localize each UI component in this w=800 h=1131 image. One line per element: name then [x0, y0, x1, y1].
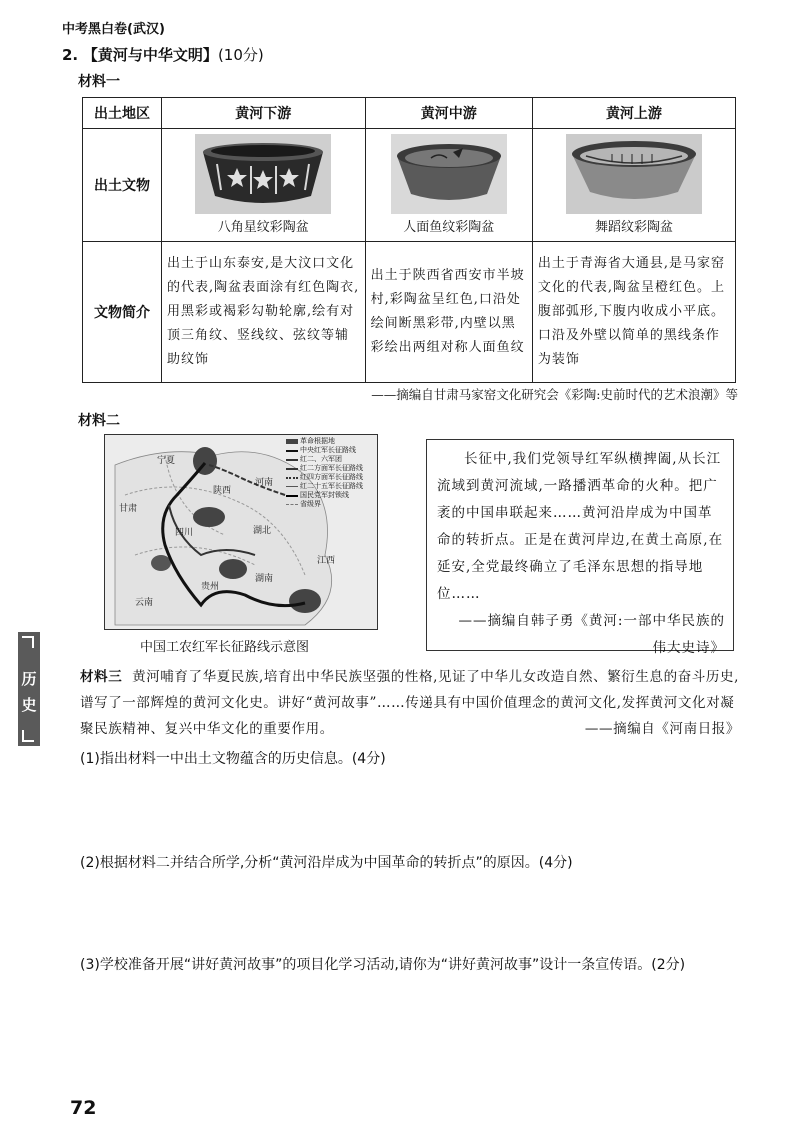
legend-swatch [286, 468, 298, 470]
legend-label: 红四方面军长征路线 [300, 473, 363, 481]
legend-label: 国民党军封锁线 [300, 491, 349, 499]
table-header: 黄河中游 [365, 98, 532, 129]
legend-item [286, 482, 363, 491]
table-row [83, 129, 736, 242]
quote-source: ——摘编自韩子勇《黄河:一部中华民族的 [458, 613, 725, 629]
map-label: 云南 [135, 598, 154, 608]
legend-item [286, 455, 363, 464]
human-face-fish-bowl-image [391, 134, 507, 214]
artifact-name: 八角星纹彩陶盆 [217, 220, 309, 235]
material3-source: ——摘编自《河南日报》 [584, 721, 740, 737]
artifact-cell [532, 129, 735, 242]
page-number: 72 [70, 1097, 97, 1119]
bracket-decoration [22, 730, 34, 742]
quote-text: 长征中,我们党领导红军纵横捭阖,从长江流域到黄河流域,一路播洒革命的火种。把广袤的中国串联起来……黄河沿岸成为中国革命的转折点。正是在黄河岸边,在黄土高原,在延安,全党最终确立了毛泽东思想的指导地位…… [437, 451, 724, 602]
legend-swatch [286, 477, 298, 479]
map-caption: 中国工农红军长征路线示意图 [140, 640, 310, 655]
material3-block [80, 664, 740, 742]
question-number: 2. [62, 46, 79, 64]
map-legend [286, 437, 363, 509]
legend-swatch [286, 439, 298, 444]
question-title [62, 44, 264, 65]
legend-item [286, 446, 363, 455]
legend-label: 中央红军长征路线 [300, 446, 356, 454]
table-header: 出土地区 [83, 98, 162, 129]
material3-label: 材料三 [80, 669, 123, 685]
quote-source-cont: 伟大史诗》 [652, 640, 725, 656]
artifact-description: 出土于青海省大通县,是马家窑文化的代表,陶盆呈橙红色。上腹部弧形,下腹内收成小平底。口沿及外壁以简单的黑线条作为装饰 [532, 242, 735, 383]
subject-side-tab [18, 632, 40, 746]
map-label: 甘肃 [119, 504, 138, 514]
bracket-decoration [22, 636, 34, 648]
map-label: 河南 [255, 478, 274, 488]
row-label-description: 文物简介 [83, 242, 162, 383]
map-label: 湖北 [253, 526, 272, 536]
artifact-cell [365, 129, 532, 242]
map-label: 江西 [317, 556, 336, 566]
legend-item [286, 473, 363, 482]
row-label-artifact: 出土文物 [83, 129, 162, 242]
map-label: 贵州 [201, 582, 220, 592]
material2-quote-box [426, 439, 734, 656]
legend-label: 红二、六军团 [300, 455, 342, 463]
map-label: 宁夏 [157, 456, 176, 466]
artifact-name: 舞蹈纹彩陶盆 [594, 220, 673, 235]
map-label: 湖南 [255, 574, 274, 584]
legend-label: 省级界 [300, 500, 321, 508]
question-3: (3)学校准备开展“讲好黄河故事”的项目化学习活动,请你为“讲好黄河故事”设计一条宣传语。(2分) [80, 957, 686, 973]
legend-label: 红二十五军长征路线 [300, 482, 363, 490]
legend-swatch [286, 486, 298, 487]
map-label: 四川 [175, 528, 194, 538]
question-1: (1)指出材料一中出土文物蕴含的历史信息。(4分) [80, 751, 386, 767]
table-row [83, 242, 736, 383]
legend-item [286, 437, 363, 446]
page-header: 中考黑白卷(武汉) [62, 22, 165, 37]
material3-text: 黄河哺育了华夏民族,培育出中华民族坚强的性格,见证了中华儿女改造自然、繁衍生息的奋斗历史,谱写了一部辉煌的黄河文化史。讲好“黄河故事”……传递具有中国价值理念的黄河文化,发挥黄河文化对凝聚民族精神、复兴中华文化的重要作用。 [80, 669, 739, 737]
legend-label: 革命根据地 [300, 437, 335, 445]
table-header: 黄河下游 [162, 98, 366, 129]
question-topic: 【黄河与中华文明】 [82, 46, 218, 64]
table-header: 黄河上游 [532, 98, 735, 129]
subject-char: 历 [21, 670, 37, 688]
subject-char: 史 [21, 696, 37, 714]
artifact-name: 人面鱼纹彩陶盆 [403, 220, 495, 235]
legend-label: 红二方面军长征路线 [300, 464, 363, 472]
material1-source: ——摘编自甘肃马家窑文化研究会《彩陶:史前时代的艺术浪潮》等 [371, 387, 738, 402]
map-label: 陕西 [213, 486, 232, 496]
legend-swatch [286, 504, 298, 505]
legend-item [286, 491, 363, 500]
material2-label: 材料二 [78, 413, 120, 429]
star-pattern-bowl-image [195, 134, 331, 214]
legend-item [286, 500, 363, 509]
question-score: (10分) [217, 46, 264, 64]
dancing-pattern-bowl-image [566, 134, 702, 214]
artifact-cell [162, 129, 366, 242]
legend-item [286, 464, 363, 473]
table-header-row [83, 98, 736, 129]
artifact-description: 出土于陕西省西安市半坡村,彩陶盆呈红色,口沿处绘间断黑彩带,内壁以黑彩绘出两组对称人面鱼纹 [365, 242, 532, 383]
material1-label: 材料一 [78, 74, 120, 90]
question-2: (2)根据材料二并结合所学,分析“黄河沿岸成为中国革命的转折点”的原因。(4分) [80, 855, 573, 871]
artifact-description: 出土于山东泰安,是大汶口文化的代表,陶盆表面涂有红色陶衣,用黑彩或褐彩勾勒轮廓,绘有对顶三角纹、竖线纹、弦纹等辅助纹饰 [162, 242, 366, 383]
legend-swatch [286, 459, 298, 461]
artifact-table [82, 97, 736, 383]
legend-swatch [286, 450, 298, 452]
legend-swatch [286, 495, 298, 497]
